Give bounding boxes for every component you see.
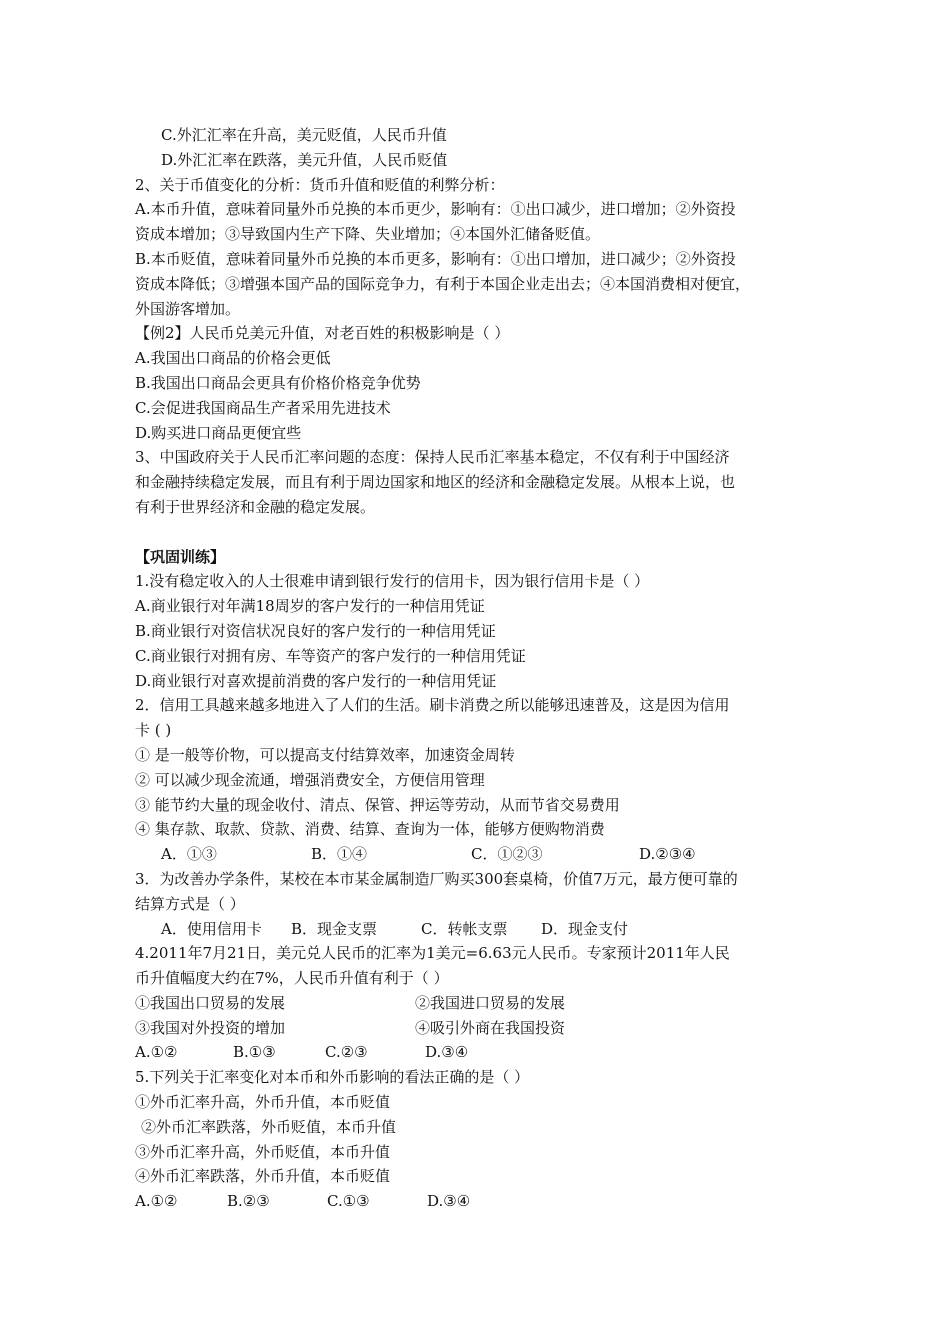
q5-item: ④外币汇率跌落，外币升值，本币贬值 (135, 1167, 391, 1186)
q5-choice: A.①② (135, 1192, 178, 1211)
q1-stem: 1.没有稳定收入的人士很难申请到银行发行的信用卡，因为银行信用卡是（ ） (135, 572, 650, 591)
q5-item: ③外币汇率升高，外币贬值，本币升值 (135, 1142, 391, 1161)
section3-line: 3、中国政府关于人民币汇率问题的态度：保持人民币汇率基本稳定，不仅有利于中国经济 (135, 448, 730, 467)
section2-b-line: 资成本降低；③增强本国产品的国际竞争力，有利于本国企业走出去；④本国消费相对便宜， (135, 274, 751, 293)
q2-choice: D.②③④ (639, 845, 696, 864)
q4-item: ④吸引外商在我国投资 (415, 1018, 566, 1037)
q4-choice: B.①③ (233, 1043, 276, 1062)
q2-item: ③ 能节约大量的现金收付、清点、保管、押运等劳动，从而节省交易费用 (135, 795, 620, 814)
q5-stem: 5.下列关于汇率变化对本币和外币影响的看法正确的是（ ） (135, 1068, 530, 1087)
section2-a-line: A.本币升值，意味着同量外币兑换的本币更少，影响有：①出口减少，进口增加；②外资投 (135, 200, 736, 219)
practice-title: 【巩固训练】 (135, 547, 226, 566)
blank-line (135, 520, 825, 545)
example2-option: C.会促进我国商品生产者采用先进技术 (135, 398, 391, 417)
q5-choice: C.①③ (327, 1192, 370, 1211)
example2-option: A.我国出口商品的价格会更低 (135, 349, 331, 368)
q3-choice: A．使用信用卡 (161, 919, 262, 938)
q2-item: ① 是一般等价物，可以提高支付结算效率，加速资金周转 (135, 745, 515, 764)
q4-choice: D.③④ (425, 1043, 469, 1062)
q3-choice: B．现金支票 (291, 919, 378, 938)
q4-items-row (135, 991, 825, 1016)
q4-stem: 币升值幅度大约在7%，人民币升值有利于（ ） (135, 969, 449, 988)
q2-choice: A．①③ (161, 845, 217, 864)
q1-option: D.商业银行对喜欢提前消费的客户发行的一种信用凭证 (135, 671, 497, 690)
q2-stem: 2．信用工具越来越多地进入了人们的生活。刷卡消费之所以能够迅速普及，这是因为信用 (135, 696, 730, 715)
exchange-option-d: D.外汇汇率在跌落，美元升值，人民币贬值 (161, 150, 448, 169)
section2-heading: 2、关于币值变化的分析：货币升值和贬值的利弊分析： (135, 175, 505, 194)
q3-choice: D．现金支付 (541, 919, 629, 938)
section2-b-line: 外国游客增加。 (135, 299, 241, 318)
example2-option: D.购买进口商品更便宜些 (135, 423, 302, 442)
q4-choices (135, 1040, 825, 1065)
q5-choice: B.②③ (227, 1192, 270, 1211)
q3-choices (135, 917, 825, 942)
q3-stem: 结算方式是（ ） (135, 894, 245, 913)
q2-item: ② 可以减少现金流通，增强消费安全，方便信用管理 (135, 770, 485, 789)
q2-choice: B．①④ (311, 845, 368, 864)
q4-item: ①我国出口贸易的发展 (135, 993, 286, 1012)
section2-b-line: B.本币贬值，意味着同量外币兑换的本币更多，影响有：①出口增加，进口减少；②外资投 (135, 249, 736, 268)
q5-item: ②外币汇率跌落，外币贬值，本币升值 (141, 1117, 397, 1136)
q3-stem: 3．为改善办学条件，某校在本市某金属制造厂购买300套桌椅，价值7万元，最方便可靠的 (135, 869, 738, 888)
q2-stem: 卡 ( ) (135, 721, 172, 740)
q5-choice: D.③④ (427, 1192, 471, 1211)
q5-item: ①外币汇率升高，外币升值，本币贬值 (135, 1093, 391, 1112)
q2-choices (135, 842, 825, 867)
q5-choices (135, 1189, 825, 1214)
q4-choice: C.②③ (325, 1043, 368, 1062)
q3-choice: C．转帐支票 (421, 919, 508, 938)
q1-option: B.商业银行对资信状况良好的客户发行的一种信用凭证 (135, 621, 496, 640)
q2-choice: C．①②③ (471, 845, 543, 864)
q4-items-row (135, 1016, 825, 1041)
section3-line: 有利于世界经济和金融的稳定发展。 (135, 497, 376, 516)
q4-stem: 4.2011年7月21日，美元兑人民币的汇率为1美元=6.63元人民币。专家预计2011年人民 (135, 944, 730, 963)
q4-choice: A.①② (135, 1043, 178, 1062)
q1-option: C.商业银行对拥有房、车等资产的客户发行的一种信用凭证 (135, 646, 526, 665)
example2-question: 【例2】人民币兑美元升值，对老百姓的积极影响是（ ） (135, 324, 510, 343)
exchange-option-c: C.外汇汇率在升高，美元贬值，人民币升值 (161, 126, 447, 144)
text-column (135, 123, 825, 1214)
section2-a-line: 资成本增加；③导致国内生产下降、失业增加；④本国外汇储备贬值。 (135, 225, 601, 244)
q2-item: ④ 集存款、取款、贷款、消费、结算、查询为一体，能够方便购物消费 (135, 820, 605, 839)
section3-line: 和金融持续稳定发展，而且有利于周边国家和地区的经济和金融稳定发展。从根本上说，也 (135, 473, 736, 492)
q4-item: ③我国对外投资的增加 (135, 1018, 286, 1037)
q1-option: A.商业银行对年满18周岁的客户发行的一种信用凭证 (135, 597, 485, 616)
q4-item: ②我国进口贸易的发展 (415, 993, 566, 1012)
example2-option: B.我国出口商品会更具有价格价格竞争优势 (135, 373, 421, 392)
